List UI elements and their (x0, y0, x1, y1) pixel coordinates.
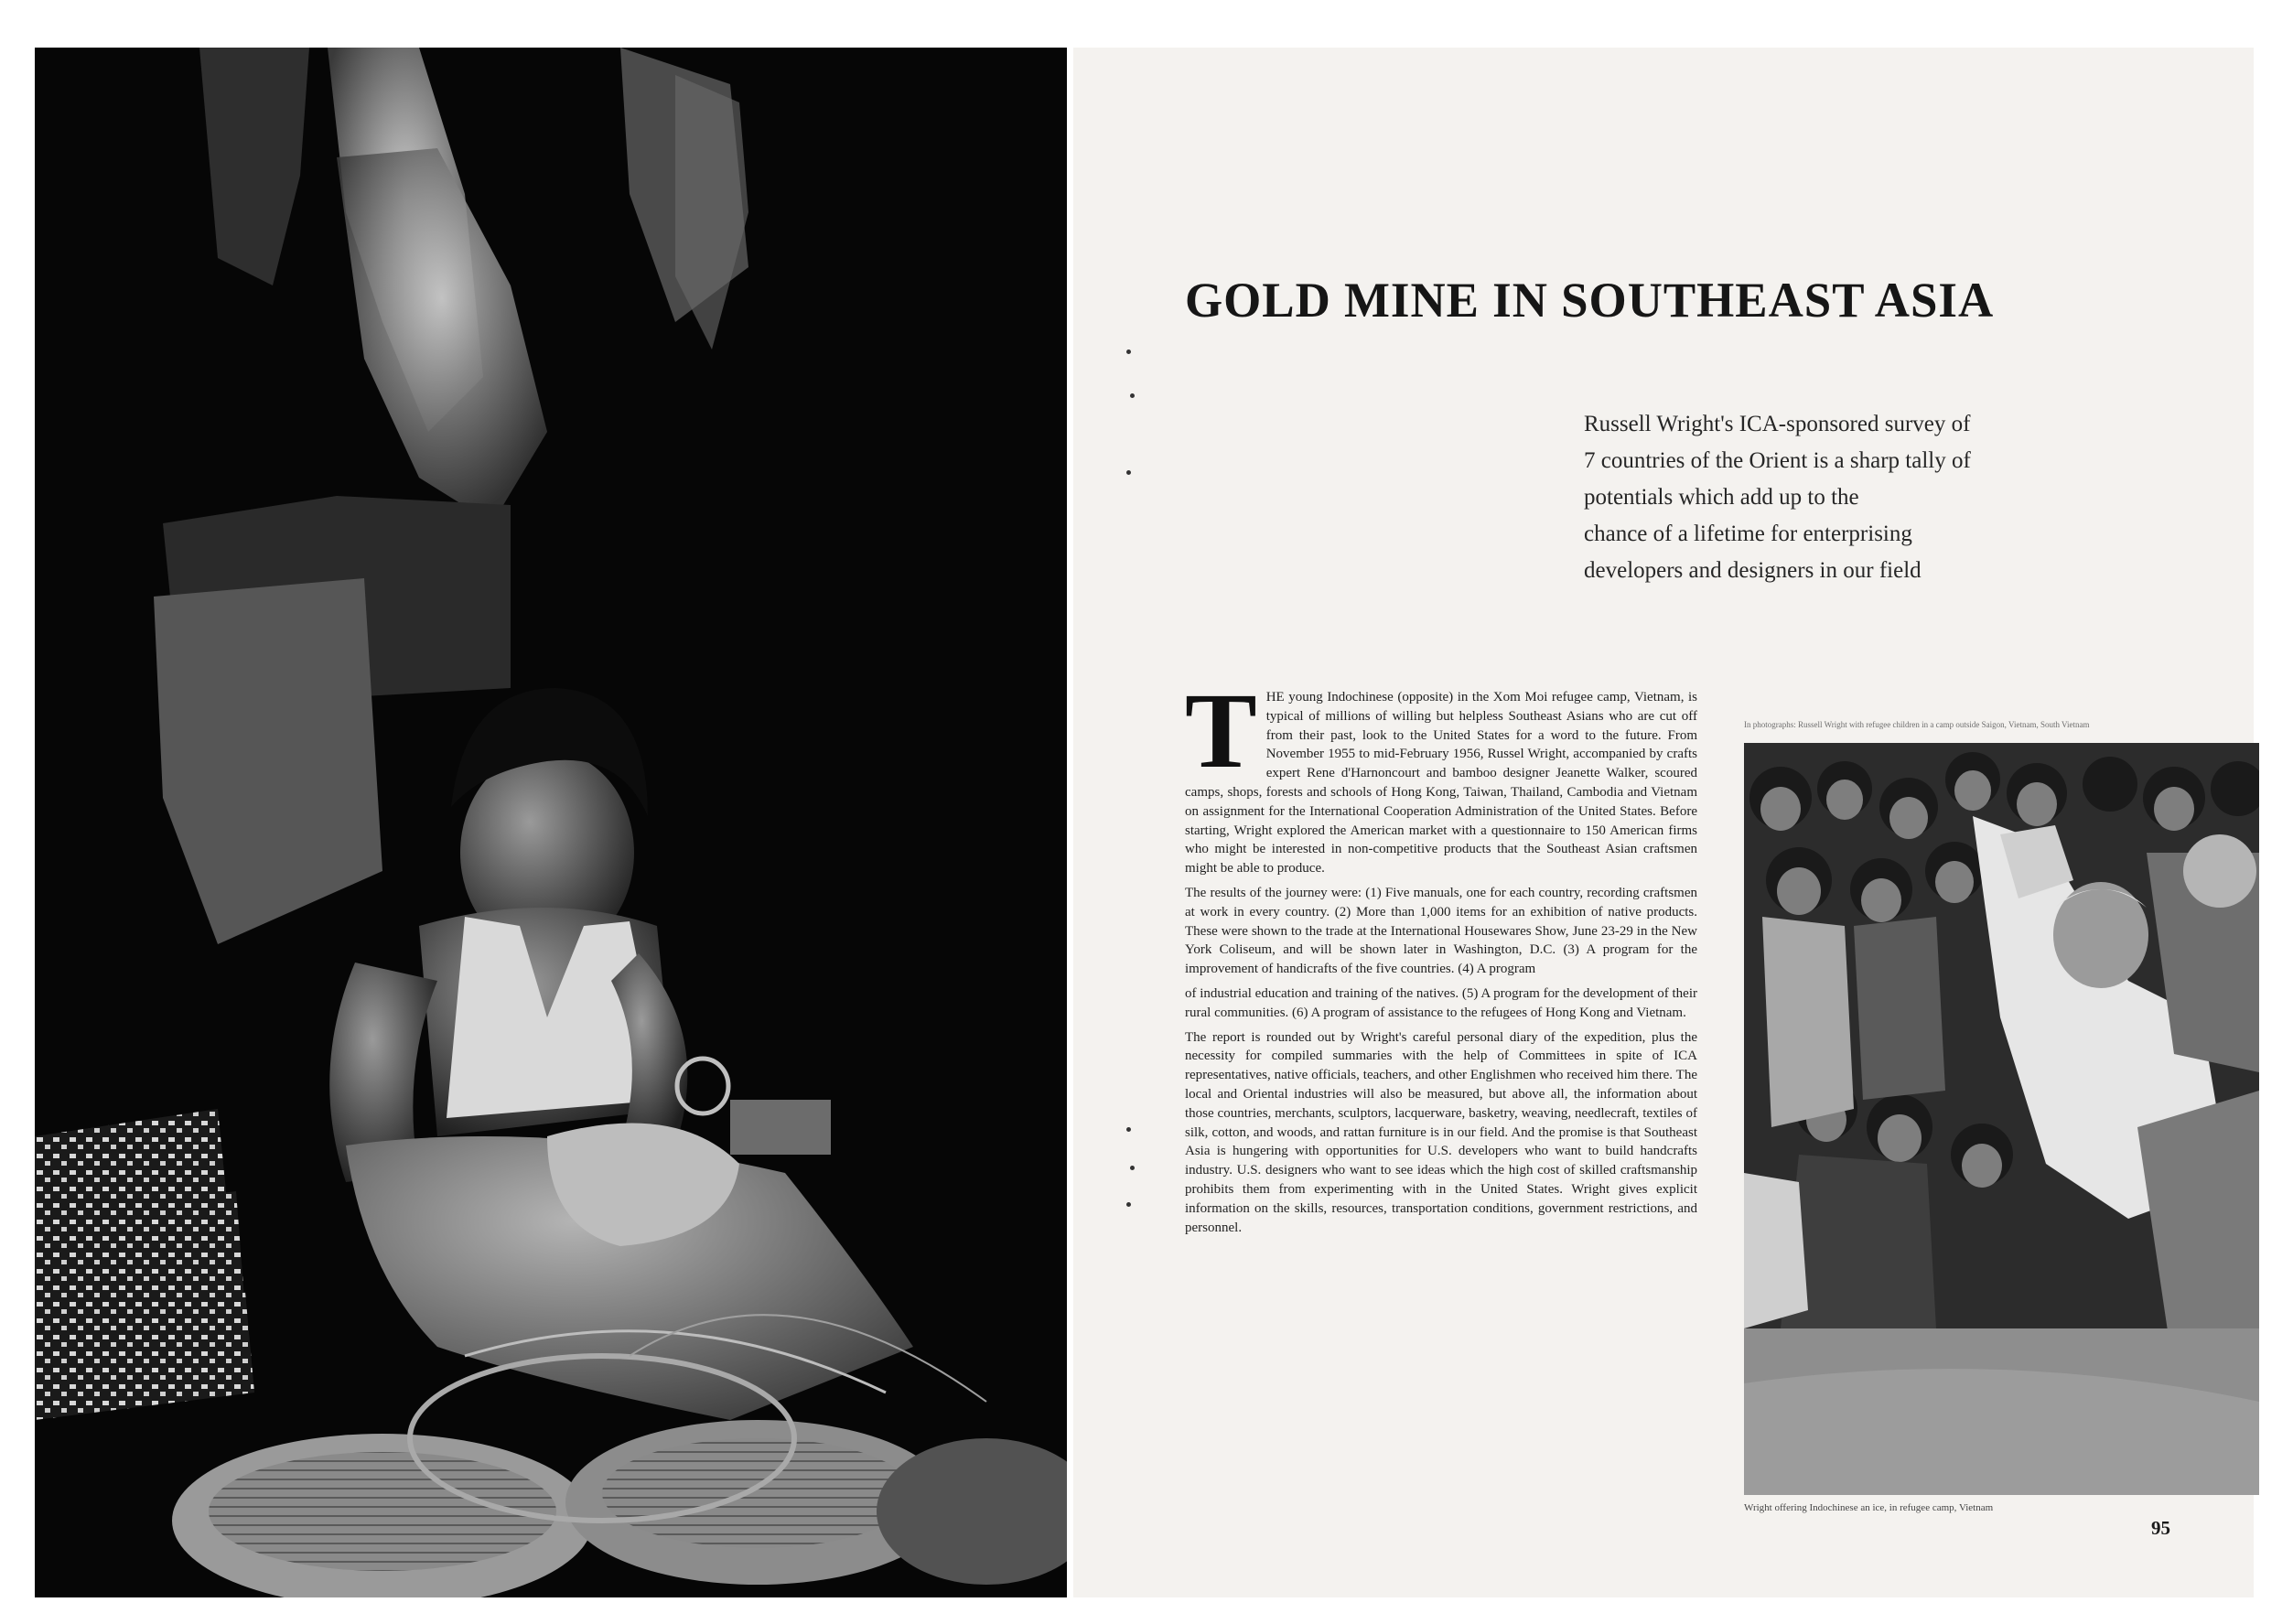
article-page (1073, 48, 2254, 1597)
refugee-camp-photo (1744, 743, 2259, 1495)
deck-line: chance of a lifetime for enterprising (1584, 522, 1912, 546)
binding-hole (1126, 350, 1131, 354)
binding-hole (1126, 470, 1131, 475)
photo-header-line: In photographs: Russell Wright with refugee children in a camp outside Saigon, Vietnam, South Vietnam (1744, 720, 2090, 729)
article-title: GOLD MINE IN SOUTHEAST ASIA (1185, 273, 1995, 328)
deck-line: Russell Wright's ICA-sponsored survey of (1584, 412, 1971, 436)
body-paragraph: The results of the journey were: (1) Five manuals, one for each country, recording craftsmen at work in every country. (2) More than 1,000 items for an exhibition of native products. These were shown to the trade at the International Housewares Show, June 23-29 in the New York Coliseum, and will be shown later in Washington, D.C. (3) A program for the improvement of handicrafts of the five countries. (4) A program (1185, 885, 1697, 977)
binding-hole (1126, 1202, 1131, 1207)
photo-caption: Wright offering Indochinese an ice, in refugee camp, Vietnam (1744, 1502, 1994, 1513)
body-paragraph: of industrial education and training of the natives. (5) A program for the development of their rural communities. (6) A program of assistance to the refugees of Hong Kong and Vietnam. (1185, 985, 1697, 1020)
basket-weaver-photo (35, 48, 1067, 1597)
deck-line: potentials which add up to the (1584, 485, 1859, 510)
body-paragraph: HE young Indochinese (opposite) in the Xom Moi refugee camp, Vietnam, is typical of millions of willing but helpless Southeast Asians who are cut off from their past, look to the United States for a word to the future. From November 1955 to mid-February 1956, Russel Wright, accompanied by crafts expert Rene d'Harnoncourt and bamboo designer Jeanette Walker, scoured camps, shops, forests and schools of Hong Kong, Taiwan, Thailand, Cambodia and Vietnam on assignment for the International Cooperation Administration of the United States. Before starting, Wright explored the American market with a questionnaire to 150 American firms who might be interested in non-competitive products that the Southeast Asian craftsmen might be able to produce. (1185, 690, 1697, 877)
body-paragraph: The report is rounded out by Wright's careful personal diary of the expedition, plus the necessity for compiled summaries with the help of Committees in spite of ICA representatives, native officials, teachers, and other Englishmen who received him there. The local and Oriental industries will also be measured, but above all, the information about those countries, merchants, sculptors, lacquerware, basketry, weaving, needlecraft, textiles of silk, cotton, and woods, and rattan furniture is in our field. And the promise is that Southeast Asia is hungering with opportunities for U.S. developers who want to build handcrafts industry. U.S. designers who want to see ideas which the high cost of skilled craftsmanship prohibits them from experimenting with in the United States. Wright gives explicit information on the skills, resources, transportation conditions, government restrictions, and personnel. (1185, 1029, 1697, 1235)
binding-hole (1130, 1166, 1135, 1170)
photo-block (1744, 719, 2259, 1513)
deck-line: 7 countries of the Orient is a sharp tally of (1584, 448, 1971, 473)
drop-cap: T (1185, 688, 1257, 790)
binding-hole (1126, 1127, 1131, 1132)
deck-line: developers and designers in our field (1584, 558, 1922, 583)
article-body (1185, 688, 1697, 1539)
page-number: 95 (2151, 1517, 2170, 1539)
article-deck (1584, 406, 2096, 589)
binding-hole (1130, 393, 1135, 398)
